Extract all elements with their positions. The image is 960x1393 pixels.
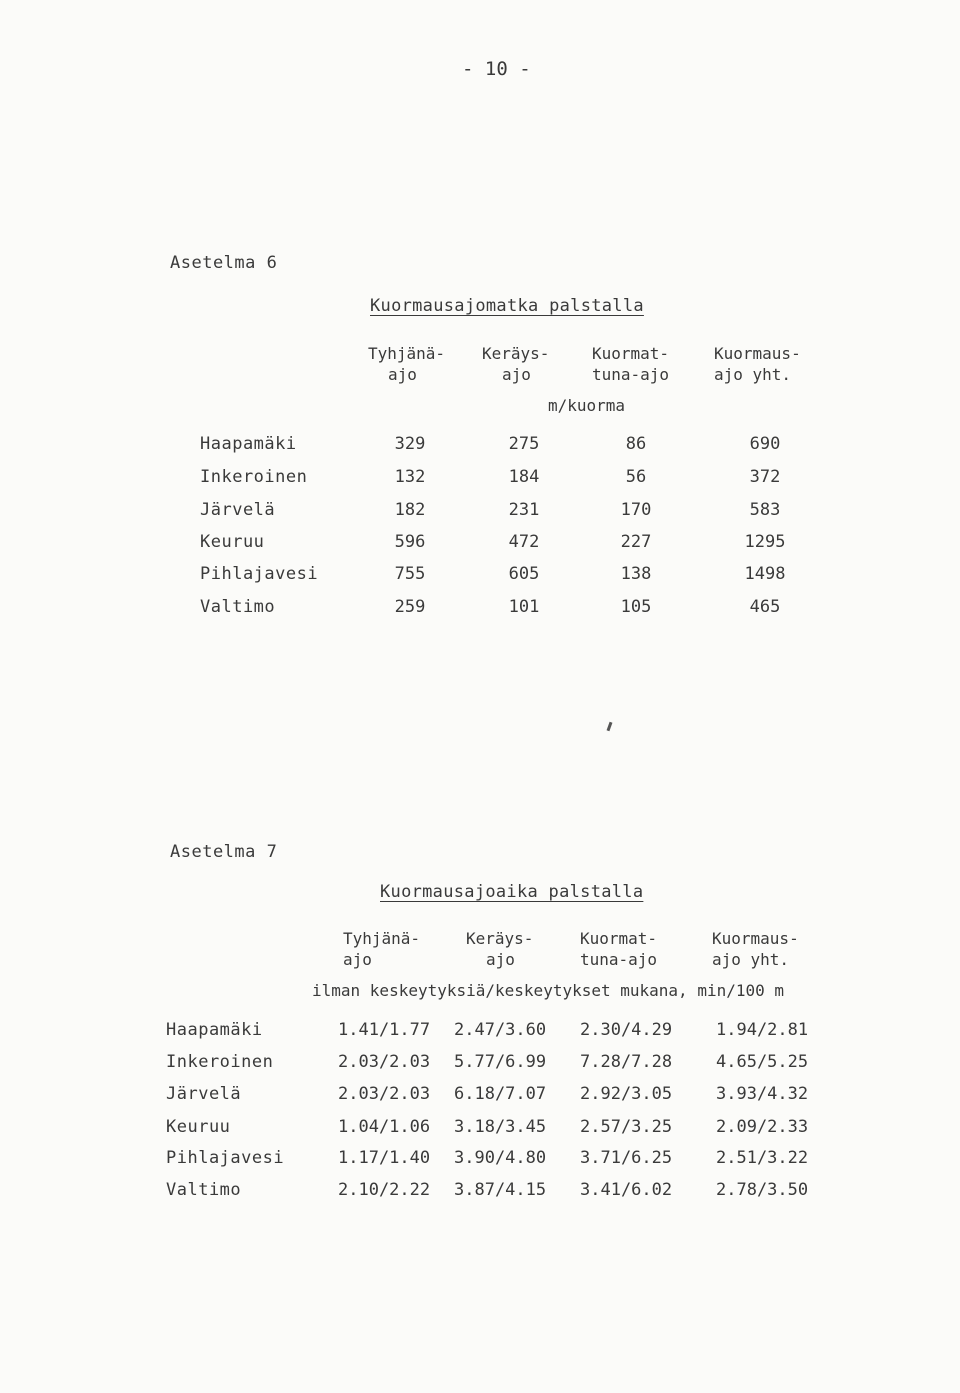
a6-header-kuormatuna-line2: tuna-ajo bbox=[592, 365, 670, 384]
a6-cell: 86 bbox=[625, 434, 647, 454]
a7-cell: 2.10/2.22 bbox=[338, 1180, 431, 1200]
a6-cell: 605 bbox=[508, 564, 540, 584]
a6-row-name: Keuruu bbox=[200, 532, 265, 552]
a6-cell: 132 bbox=[394, 467, 426, 487]
a7-cell: 2.30/4.29 bbox=[580, 1020, 673, 1040]
a6-cell: 372 bbox=[749, 467, 781, 487]
a7-cell: 6.18/7.07 bbox=[454, 1084, 547, 1104]
a6-header-kuormausyht-line1: Kuormaus- bbox=[714, 344, 801, 363]
a6-row-name: Pihlajavesi bbox=[200, 564, 319, 584]
a6-header-kuormatuna bbox=[592, 343, 669, 385]
a6-header-tyhjana-line1: Tyhjänä- bbox=[368, 344, 446, 363]
a6-cell: 231 bbox=[508, 500, 540, 520]
a6-cell: 138 bbox=[620, 564, 652, 584]
a7-row-name: Keuruu bbox=[166, 1117, 231, 1137]
a7-header-kuormausyht-line2: ajo yht. bbox=[712, 950, 790, 969]
a7-header-tyhjana-line2: ajo bbox=[343, 950, 372, 969]
a6-cell: 596 bbox=[394, 532, 426, 552]
a7-header-keraysajo-line1: Keräys- bbox=[466, 929, 534, 948]
a7-cell: 2.47/3.60 bbox=[454, 1020, 547, 1040]
a7-cell: 1.04/1.06 bbox=[338, 1117, 431, 1137]
a7-cell: 3.71/6.25 bbox=[580, 1148, 673, 1168]
ink-speck bbox=[607, 722, 613, 731]
a6-row-name: Valtimo bbox=[200, 597, 276, 617]
a6-cell: 182 bbox=[394, 500, 426, 520]
asetelma-7-title: Kuormausajoaika palstalla bbox=[380, 882, 644, 902]
a6-cell: 227 bbox=[620, 532, 652, 552]
a6-header-keraysajo-line1: Keräys- bbox=[482, 344, 550, 363]
asetelma-7-caption: Asetelma 7 bbox=[170, 842, 278, 862]
a6-row-name: Haapamäki bbox=[200, 434, 297, 454]
a7-header-keraysajo-line2: ajo bbox=[486, 950, 515, 969]
a7-cell: 2.51/3.22 bbox=[716, 1148, 809, 1168]
a7-row-name: Pihlajavesi bbox=[166, 1148, 285, 1168]
a6-header-keraysajo-line2: ajo bbox=[502, 365, 531, 384]
a7-cell: 2.78/3.50 bbox=[716, 1180, 809, 1200]
a7-cell: 3.41/6.02 bbox=[580, 1180, 673, 1200]
a6-header-tyhjana-line2: ajo bbox=[388, 365, 417, 384]
a7-cell: 3.90/4.80 bbox=[454, 1148, 547, 1168]
a6-cell: 1498 bbox=[744, 564, 786, 584]
a7-cell: 5.77/6.99 bbox=[454, 1052, 547, 1072]
a6-header-tyhjana bbox=[368, 343, 445, 385]
a7-cell: 2.03/2.03 bbox=[338, 1084, 431, 1104]
a7-row-name: Järvelä bbox=[166, 1084, 242, 1104]
a6-cell: 259 bbox=[394, 597, 426, 617]
a6-header-kuormausyht-line2: ajo yht. bbox=[714, 365, 792, 384]
a6-header-keraysajo bbox=[482, 343, 549, 385]
a7-cell: 2.92/3.05 bbox=[580, 1084, 673, 1104]
a7-cell: 3.87/4.15 bbox=[454, 1180, 547, 1200]
a6-unit-label: m/kuorma bbox=[548, 396, 626, 415]
a7-cell: 3.93/4.32 bbox=[716, 1084, 809, 1104]
a6-cell: 170 bbox=[620, 500, 652, 520]
a7-cell: 4.65/5.25 bbox=[716, 1052, 809, 1072]
a6-header-kuormatuna-line1: Kuormat- bbox=[592, 344, 670, 363]
a7-row-name: Haapamäki bbox=[166, 1020, 263, 1040]
asetelma-6-title: Kuormausajomatka palstalla bbox=[370, 296, 644, 316]
a6-cell: 275 bbox=[508, 434, 540, 454]
a7-unit-label: ilman keskeytyksiä/keskeytykset mukana, min/100 m bbox=[312, 981, 785, 1000]
a6-cell: 101 bbox=[508, 597, 540, 617]
a7-header-keraysajo bbox=[466, 928, 533, 970]
a7-row-name: Valtimo bbox=[166, 1180, 242, 1200]
a7-header-kuormatuna bbox=[580, 928, 657, 970]
a6-header-kuormausyht bbox=[714, 343, 801, 385]
a7-cell: 2.57/3.25 bbox=[580, 1117, 673, 1137]
a7-row-name: Inkeroinen bbox=[166, 1052, 274, 1072]
a6-cell: 1295 bbox=[744, 532, 786, 552]
a7-cell: 1.94/2.81 bbox=[716, 1020, 809, 1040]
a7-cell: 7.28/7.28 bbox=[580, 1052, 673, 1072]
a6-cell: 465 bbox=[749, 597, 781, 617]
a6-cell: 583 bbox=[749, 500, 781, 520]
a7-header-kuormausyht bbox=[712, 928, 799, 970]
page-number: - 10 - bbox=[462, 58, 531, 80]
a6-cell: 105 bbox=[620, 597, 652, 617]
a7-cell: 1.17/1.40 bbox=[338, 1148, 431, 1168]
a6-cell: 690 bbox=[749, 434, 781, 454]
asetelma-6-caption: Asetelma 6 bbox=[170, 253, 278, 273]
a6-cell: 472 bbox=[508, 532, 540, 552]
a7-cell: 2.09/2.33 bbox=[716, 1117, 809, 1137]
a6-row-name: Järvelä bbox=[200, 500, 276, 520]
a7-cell: 3.18/3.45 bbox=[454, 1117, 547, 1137]
a7-cell: 2.03/2.03 bbox=[338, 1052, 431, 1072]
a6-cell: 56 bbox=[625, 467, 647, 487]
a7-header-kuormausyht-line1: Kuormaus- bbox=[712, 929, 799, 948]
a6-cell: 184 bbox=[508, 467, 540, 487]
a6-row-name: Inkeroinen bbox=[200, 467, 308, 487]
a7-header-tyhjana-line1: Tyhjänä- bbox=[343, 929, 421, 948]
a7-cell: 1.41/1.77 bbox=[338, 1020, 431, 1040]
a6-cell: 755 bbox=[394, 564, 426, 584]
a6-cell: 329 bbox=[394, 434, 426, 454]
a7-header-kuormatuna-line2: tuna-ajo bbox=[580, 950, 658, 969]
a7-header-kuormatuna-line1: Kuormat- bbox=[580, 929, 658, 948]
a7-header-tyhjana bbox=[343, 928, 420, 970]
